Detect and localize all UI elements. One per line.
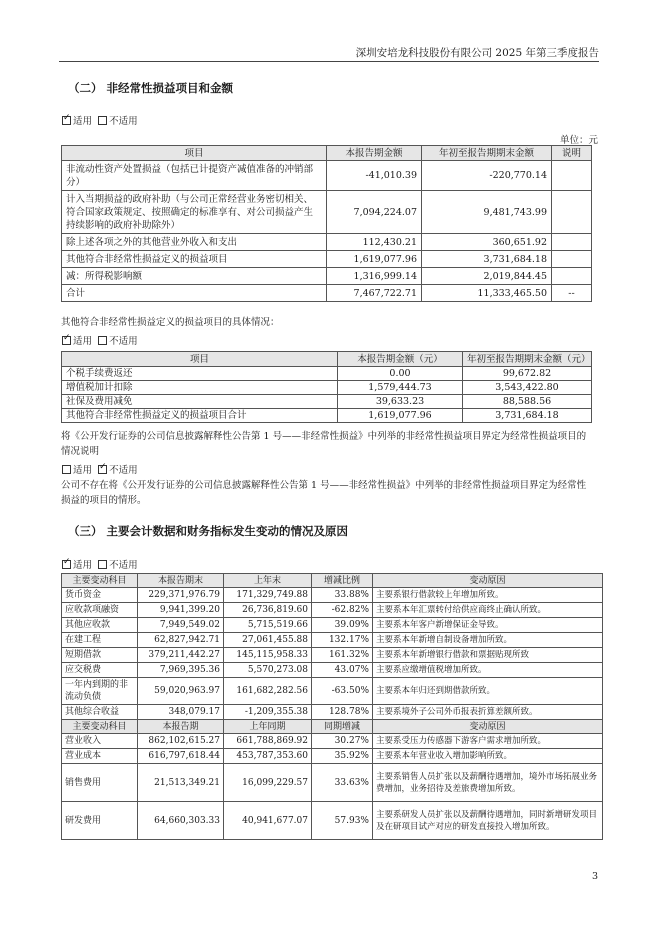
col-header: 年初至报告期期末金额（元） bbox=[463, 352, 592, 367]
table-row: 社保及费用减免 39,633.23 88,588.56 bbox=[62, 395, 592, 409]
table-row: 短期借款 379,211,442.27 145,115,958.33 161.32% 主要系本年新增银行借款和票据贴现所致 bbox=[62, 648, 603, 663]
table-header-row bbox=[62, 352, 592, 367]
page-header: 深圳安培龙科技股份有限公司 2025 年第三季度报告 bbox=[355, 47, 599, 59]
col-header: 说明 bbox=[552, 146, 592, 161]
table-row: 一年内到期的非流动负债 59,020,963.97 161,682,282.56 -63.50% 主要系本年归还到期借款所致。 bbox=[62, 678, 603, 705]
explanation-paragraph: 将《公开发行证券的公司信息披露解释性公告第 1 号——非经常性损益》中列举的非经常性损益项目界定为经常性损益项目的情况说明 bbox=[61, 431, 587, 457]
table-row: 在建工程 62,827,942.71 27,061,455.88 132.17% 主要系本年新增自制设备增加所致。 bbox=[62, 633, 603, 648]
non-recurring-table bbox=[61, 145, 592, 302]
col-header: 上年同期 bbox=[224, 720, 312, 734]
unit-label: 单位：元 bbox=[559, 135, 598, 146]
col-header: 本报告期金额（元） bbox=[338, 352, 463, 367]
table-row: 非流动性资产处置损益（包括已计提资产减值准备的冲销部分） -41,010.39 -220,770.14 bbox=[62, 161, 592, 191]
checkbox-checked-icon[interactable] bbox=[62, 336, 71, 345]
section-2-title: （二） 非经常性损益项目和金额 bbox=[68, 81, 234, 95]
table-row: 其他应收款 7,949,549.02 5,715,519.66 39.09% 主要系本年客户新增保证金导致。 bbox=[62, 618, 603, 633]
table-row: 研发费用 64,660,303.33 40,941,677.07 57.93% 主要系研发人员扩张以及薪酬待遇增加，同时新增研发项目及在研项目试产对应的研发直接投入增加所致。 bbox=[62, 802, 603, 840]
changes-table bbox=[61, 573, 603, 840]
checkbox-checked-icon[interactable] bbox=[62, 116, 71, 125]
col-header: 主要变动科目 bbox=[62, 720, 138, 734]
checkbox-unchecked-icon[interactable] bbox=[98, 560, 107, 569]
table-row: 个税手续费返还 0.00 99,672.82 bbox=[62, 367, 592, 381]
col-header: 增减比例 bbox=[312, 574, 373, 588]
checkbox-checked-icon[interactable] bbox=[98, 465, 107, 474]
other-items-intro: 其他符合非经常性损益定义的损益项目的具体情况： bbox=[61, 317, 280, 328]
col-header: 变动原因 bbox=[373, 720, 603, 734]
checkbox-unchecked-icon[interactable] bbox=[62, 465, 71, 474]
table-row: 其他综合收益 348,079.17 -1,209,355.38 128.78% 主要系境外子公司外币报表折算差额所致。 bbox=[62, 705, 603, 720]
table-row: 除上述各项之外的其他营业外收入和支出 112,430.21 360,651.92 bbox=[62, 234, 592, 251]
table-row: 减：所得税影响额 1,316,999.14 2,019,844.45 bbox=[62, 268, 592, 285]
statement-paragraph: 公司不存在将《公开发行证券的公司信息披露解释性公告第 1 号——非经常性损益》中列举的非经常性损益项目界定为经常性损益的项目的情形。 bbox=[61, 480, 587, 506]
col-header: 变动原因 bbox=[373, 574, 603, 588]
apply-options-1: ✓适用 不适用 bbox=[62, 113, 138, 127]
apply-options-4: ✓适用 不适用 bbox=[62, 557, 138, 571]
other-items-table bbox=[61, 351, 592, 423]
checkbox-unchecked-icon[interactable] bbox=[98, 116, 107, 125]
table-header-row bbox=[62, 720, 603, 734]
col-header: 同期增减 bbox=[312, 720, 373, 734]
table-row: 应收款项融资 9,941,399.20 26,736,819.60 -62.82% 主要系本年汇票转付给供应商终止确认所致。 bbox=[62, 603, 603, 618]
apply-options-3: 适用 ✓ 不适用 bbox=[62, 462, 138, 476]
table-header-row bbox=[62, 574, 603, 588]
col-header: 上年末 bbox=[224, 574, 312, 588]
table-row: 计入当期损益的政府补助（与公司正常经营业务密切相关、符合国家政策规定、按照确定的标准享有、对公司损益产生持续影响的政府补助除外） 7,094,224.07 9,481,743.99 bbox=[62, 191, 592, 234]
table-row: 其他符合非经常性损益定义的损益项目 1,619,077.96 3,731,684.18 bbox=[62, 251, 592, 268]
table-row: 应交税费 7,969,395.36 5,570,273.08 43.07% 主要系应缴增值税增加所致。 bbox=[62, 663, 603, 678]
col-header: 本报告期金额 bbox=[327, 146, 422, 161]
table-row: 其他符合非经常性损益定义的损益项目合计 1,619,077.96 3,731,684.18 bbox=[62, 409, 592, 423]
table-row: 增值税加计扣除 1,579,444.73 3,543,422.80 bbox=[62, 381, 592, 395]
table-row-total: 合计 7,467,722.71 11,333,465.50 -- bbox=[62, 285, 592, 302]
section-3-title: （三） 主要会计数据和财务指标发生变动的情况及原因 bbox=[68, 524, 349, 538]
checkbox-checked-icon[interactable] bbox=[62, 560, 71, 569]
page-number: 3 bbox=[591, 871, 598, 882]
table-header-row bbox=[62, 146, 592, 161]
col-header: 年初至报告期期末金额 bbox=[422, 146, 552, 161]
col-header: 主要变动科目 bbox=[62, 574, 138, 588]
col-header: 项目 bbox=[62, 146, 327, 161]
apply-options-2: ✓适用 不适用 bbox=[62, 333, 138, 347]
header-divider bbox=[59, 61, 599, 62]
table-row: 营业收入 862,102,615.27 661,788,869.92 30.27% 主要系受压力传感器下游客户需求增加所致。 bbox=[62, 734, 603, 749]
table-row: 货币资金 229,371,976.79 171,329,749.88 33.88% 主要系银行借款较上年增加所致。 bbox=[62, 588, 603, 603]
table-row: 销售费用 21,513,349.21 16,099,229.57 33.63% 主要系销售人员扩张以及薪酬待遇增加，境外市场拓展业务费增加，业务招待及差旅费增加所致。 bbox=[62, 764, 603, 802]
col-header: 本报告期 bbox=[138, 720, 224, 734]
checkbox-unchecked-icon[interactable] bbox=[98, 336, 107, 345]
col-header: 项目 bbox=[62, 352, 338, 367]
table-row: 营业成本 616,797,618.44 453,787,353.60 35.92% 主要系本年营业收入增加影响所致。 bbox=[62, 749, 603, 764]
col-header: 本报告期末 bbox=[138, 574, 224, 588]
